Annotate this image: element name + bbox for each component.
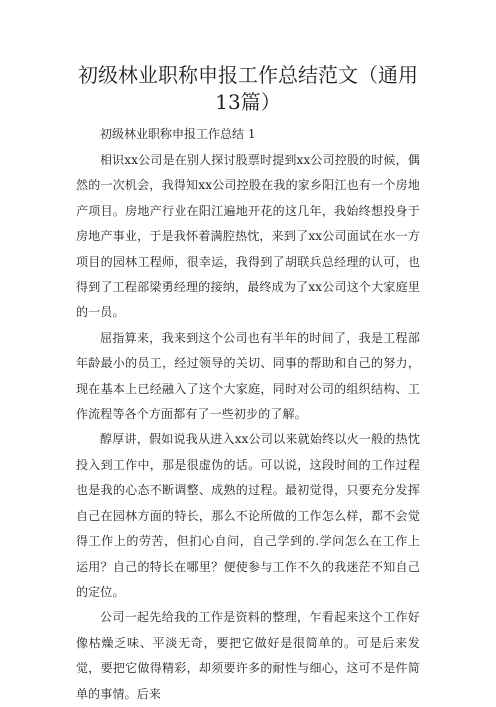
paragraph-3: 醇厚讲，假如说我从进入xx公司以来就始终以火一般的热忱投入到工作中，那是很虚伪的话。可以说，这段时间的工作过程也是我的心态不断调整、成熟的过程。最初觉得，只要充分发挥自己在园林方面的特长，那么不论所做的工作怎么样，都不会觉得工作上的劳苦，但扪心自问，自己学到的.学问怎么在工作上运用？自己的特长在哪里？便使参与工作不久的我迷茫不知自己的定位。 bbox=[76, 432, 420, 599]
document-title: 初级林业职称申报工作总结范文（通用13篇） bbox=[78, 63, 418, 114]
paragraph-1: 相识xx公司是在别人探讨股票时提到xx公司控股的时候，偶然的一次机会，我得知xx公司控股在我的家乡阳江也有一个房地产项目。房地产行业在阳江遍地开花的这几年，我始终想投身于房地产事业，于是我怀着满腔热忱，来到了xx公司面试在水一方项目的园林工程师，很幸运，我得到了胡联兵总经理的认可，也得到了工程部梁勇经理的接纳，最终成为了xx公司这个大家庭里的一员。 bbox=[76, 153, 420, 320]
paragraph-2: 屈指算来，我来到这个公司也有半年的时间了，我是工程部年龄最小的员工，经过领导的关切、同事的帮助和自己的努力，现在基本上已经融入了这个大家庭，同时对公司的组织结构、工作流程等各个方面都有了一些初步的了解。 bbox=[76, 330, 420, 422]
paragraph-4: 公司一起先给我的工作是资料的整理，乍看起来这个工作好像枯燥乏味、平淡无奇，要把它做好是很简单的。可是后来发觉，要把它做得精彩，却须要许多的耐性与细心，这可不是件简单的事情。后来 bbox=[76, 610, 420, 701]
section-subtitle: 初级林业职称申报工作总结 1 bbox=[100, 127, 256, 141]
